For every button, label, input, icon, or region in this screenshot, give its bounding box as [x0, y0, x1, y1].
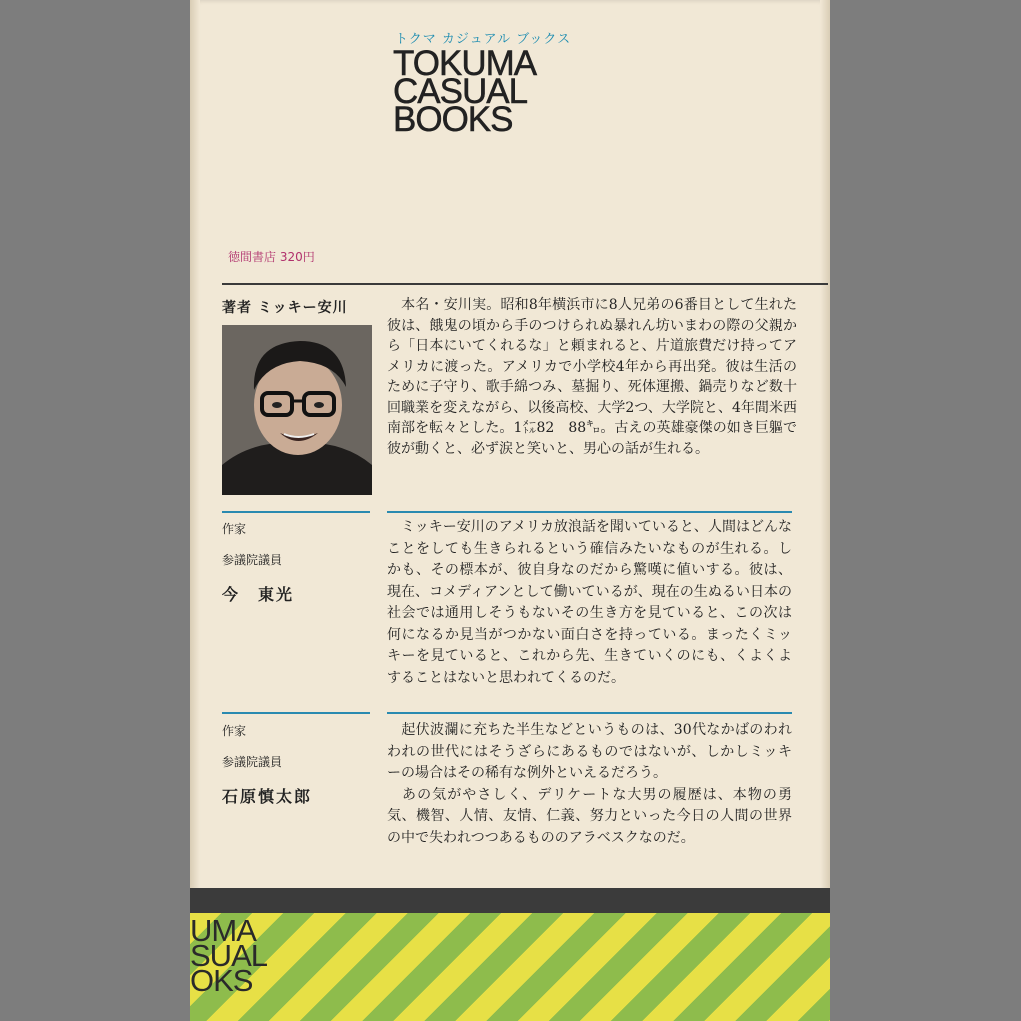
- commenter-role: 作家: [222, 522, 247, 536]
- commenter-info: [222, 520, 294, 605]
- author-label: 著者 ミッキー安川: [222, 300, 348, 316]
- cover-edge-right: [820, 0, 830, 1021]
- series-kana: トクマ カジュアル ブックス: [395, 32, 572, 47]
- divider-blue: [387, 712, 792, 714]
- publisher-price: 徳間書店 320円: [228, 250, 315, 264]
- cover-edge-left: [190, 0, 200, 1021]
- divider-blue: [222, 511, 370, 513]
- cover-band-stripes: [190, 913, 830, 1021]
- series-logo: [393, 44, 537, 139]
- series-logo-line: CASUAL: [393, 72, 528, 111]
- comment-text: 起伏波瀾に充ちた半生などというものは、30代なかばのわれわれの世代にはそうざらにあるものではないが、しかしミッキーの場合はその稀有な例外といえるだろう。 あの気がやさしく、デリケートな大男の履歴は、本物の勇気、機智、人情、友情、仁義、努力といった今日の人間の世界の中で失われつつあるもののアラベスクなのだ。: [387, 722, 792, 846]
- series-logo-line: TOKUMA: [393, 44, 537, 83]
- divider-blue: [387, 511, 792, 513]
- cover-band-dark: [190, 888, 830, 913]
- commenter-role: 参議院議員: [222, 553, 283, 567]
- author-bio: 本名・安川実。昭和8年横浜市に8人兄弟の6番目として生れた彼は、餓鬼の頃から手のつけられぬ暴れん坊いまわの際の父親から「日本にいてくれるな」と頼まれると、片道旅費だけ持ってアメリカに渡った。アメリカで小学校4年から再出発。彼は生活のために子守り、歌手綿つみ、墓掘り、死体運搬、鍋売りなど数十回職業を変えながら、以後高校、大学2つ、大学院と、4年間米西南部を転々とした。1㍍82 88㌔。古えの英雄豪傑の如き巨軀で彼が動くと、必ず涙と笑いと、男心の話が生れる。: [387, 297, 797, 457]
- divider-top: [222, 283, 828, 285]
- commenter-name: 石原慎太郎: [222, 787, 313, 806]
- commenter-role: 参議院議員: [222, 755, 283, 769]
- commenter-name: 今 東光: [222, 585, 295, 604]
- author-portrait-image: [222, 325, 372, 495]
- commenter-role: 作家: [222, 724, 247, 738]
- series-logo-line: BOOKS: [393, 100, 513, 139]
- comment-text: ミッキー安川のアメリカ放浪話を聞いていると、人間はどんなことをしても生きられるという確信みたいなものが生れる。しかも、その標本が、彼自身なのだから驚嘆に値いする。彼は、現在、コメディアンとして働いているが、現在の生ぬるい日本の社会では通用しそうもないその生き方を見ていると、この次は何になるか見当がつかない面白さを持っている。まったくミッキーを見ていると、これから先、生きていくのにも、くよくよすることはないと思われてくるのだ。: [387, 519, 792, 686]
- commenter-info: [222, 722, 312, 807]
- divider-blue: [222, 712, 370, 714]
- author-photo: [222, 325, 372, 495]
- band-logo: UMA SUAL OKS: [190, 913, 267, 998]
